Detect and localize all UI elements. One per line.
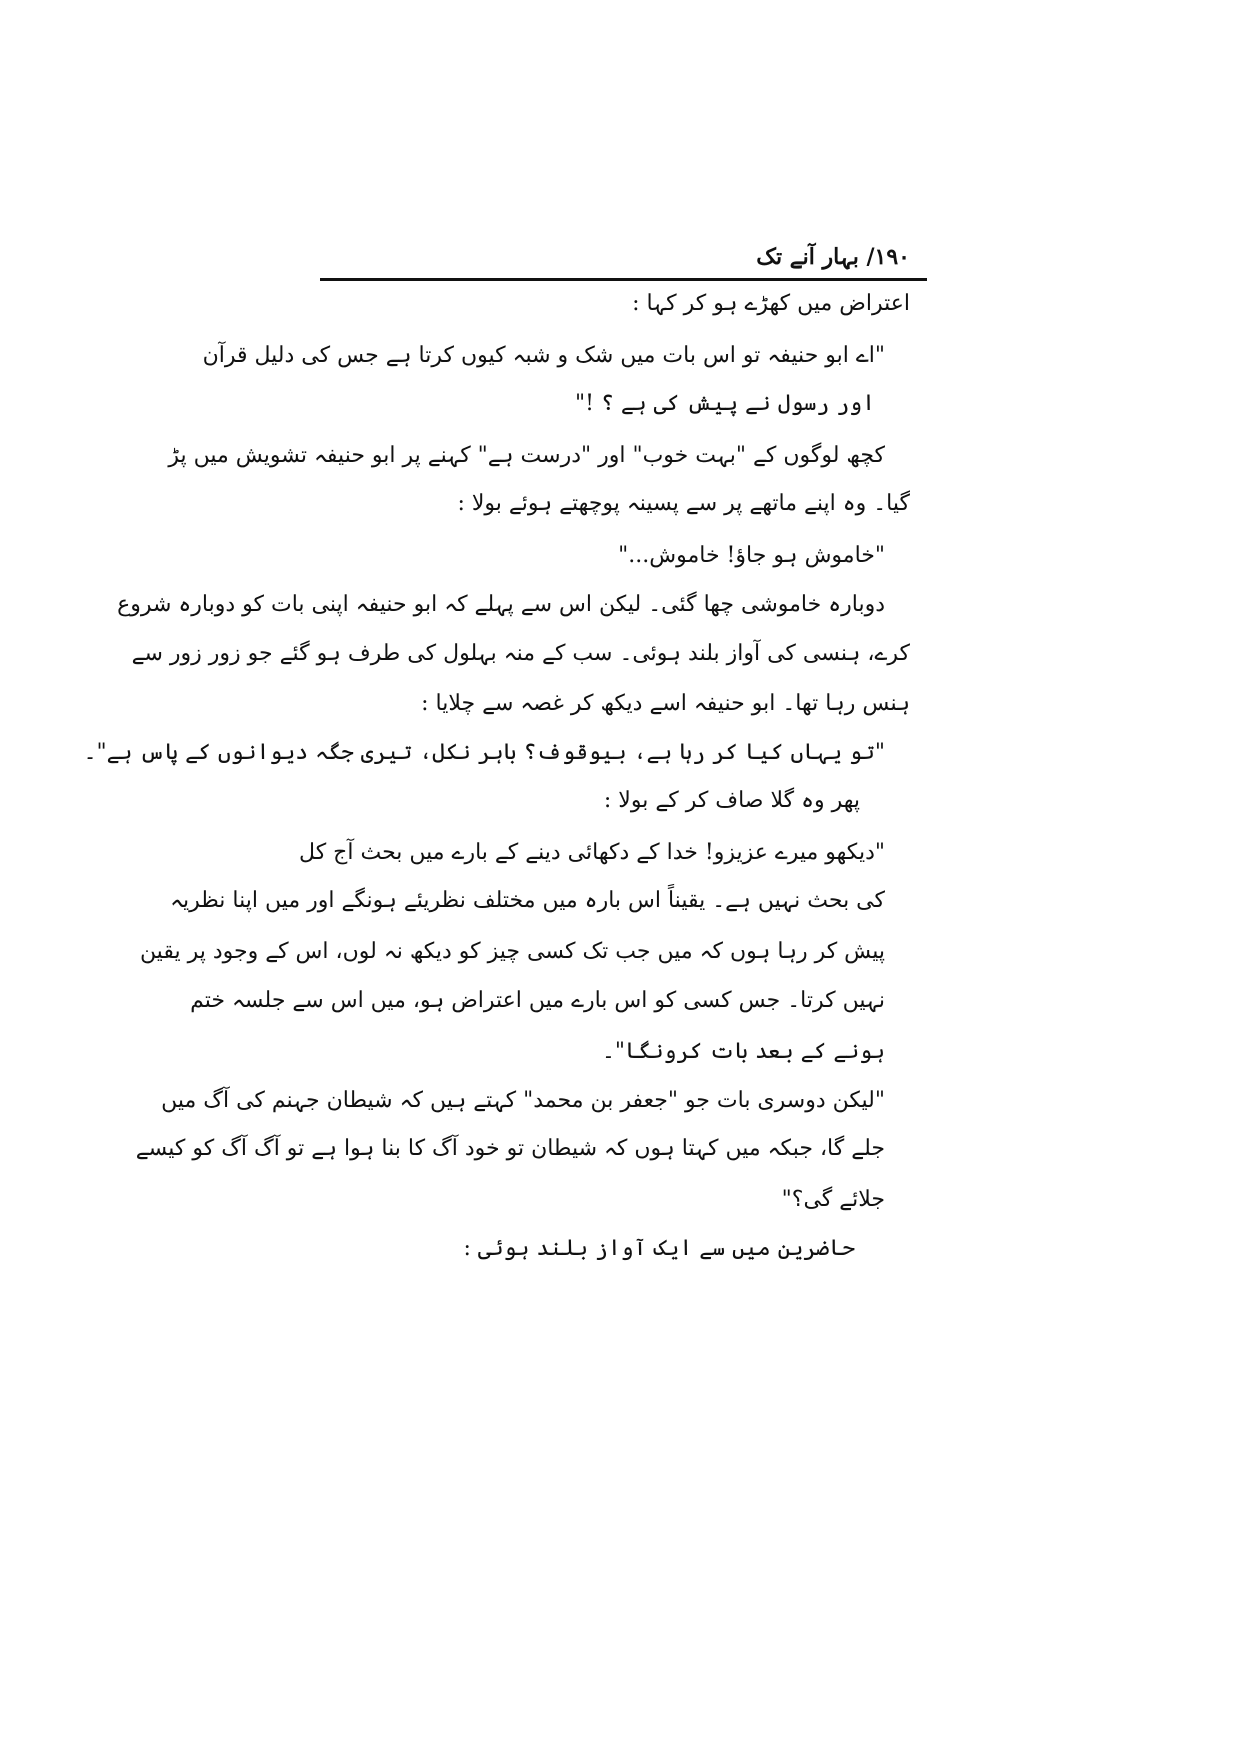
body-line: ہنس رہا تھا۔ ابو حنیفہ اسے دیکھ کر غصہ سے چلایا : [421,691,910,716]
body-line: کچھ لوگوں کے "بہت خوب" اور "درست ہے" کہنے پر ابو حنیفہ تشویش میں پڑ [168,443,885,468]
body-line: جلائے گی؟" [781,1187,885,1212]
body-line: نہیں کرتا۔ جس کسی کو اس بارے میں اعتراض ہو، میں اس سے جلسہ ختم [190,988,885,1013]
body-line: ہونے کے بعد بات کرونگا"۔ [601,1039,885,1064]
body-line: اور رسول نے پیش کی ہے ؟ !" [575,391,875,416]
body-line: "خاموش ہو جاؤ! خاموش..." [618,543,885,568]
body-line: "اے ابو حنیفہ تو اس بات میں شک و شبہ کیوں کرتا ہے جس کی دلیل قرآن [202,343,885,368]
body-line: "دیکھو میرے عزیزو! خدا کے دکھائی دینے کے بارے میں بحث آج کل [299,840,885,865]
body-line: اعتراض میں کھڑے ہو کر کہا : [632,291,910,316]
body-line: پیش کر رہا ہوں کہ میں جب تک کسی چیز کو دیکھ نہ لوں، اس کے وجود پر یقین [139,939,885,964]
body-line: گیا۔ وہ اپنے ماتھے پر سے پسینہ پوچھتے ہوئے بولا : [457,491,910,516]
body-line: کرے، ہنسی کی آواز بلند ہوئی۔ سب کے منہ بہلول کی طرف ہو گئے جو زور زور سے [131,641,910,666]
body-line: "تو یہاں کیا کر رہا ہے، بیوقوف؟ باہر نکل، تیری جگہ دیوانوں کے پاس ہے"۔ [83,740,885,765]
body-line: کی بحث نہیں ہے۔ یقیناً اس بارہ میں مختلف نظریئے ہونگے اور میں اپنا نظریہ [170,888,885,913]
header-divider [320,278,927,281]
body-line: "لیکن دوسری بات جو "جعفر بن محمد" کہتے ہیں کہ شیطان جہنم کی آگ میں [161,1088,885,1113]
body-line: دوبارہ خاموشی چھا گئی۔ لیکن اس سے پہلے کہ ابو حنیفہ اپنی بات کو دوبارہ شروع [117,592,885,617]
body-line: پھر وہ گلا صاف کر کے بولا : [603,788,860,813]
running-header: ۱۹۰/ بہار آنے تک [756,244,910,270]
body-line: حاضرین میں سے ایک آواز بلند ہوئی : [463,1236,855,1261]
body-line: جلے گا، جبکہ میں کہتا ہوں کہ شیطان تو خود آگ کا بنا ہوا ہے تو آگ آگ کو کیسے [135,1136,885,1161]
